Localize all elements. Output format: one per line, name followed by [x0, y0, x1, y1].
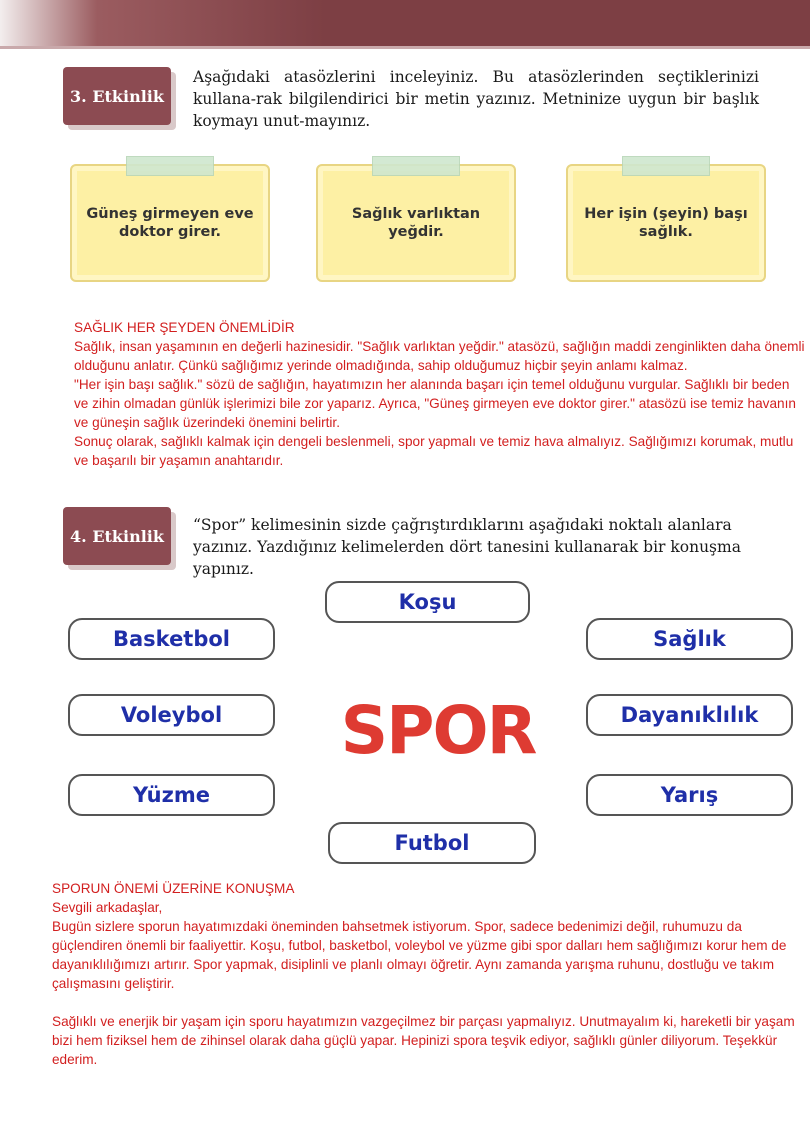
word-box-kosu: Koşu — [325, 581, 530, 623]
essay-text — [74, 318, 806, 470]
proverb-text-1: Güneş girmeyen eve doktor girer. — [86, 206, 254, 240]
essay-paragraph-1: Sağlık, insan yaşamının en değerli hazinesidir. "Sağlık varlıktan yeğdir." atasözü, sağlığın maddi zenginlikten daha önemli olduğunu anlatır. Çünkü sağlığımız yerinde olmadığında, sahip olduğumuz hiçbir şeyin anlamı kalmaz. — [74, 339, 805, 373]
proverb-note-1 — [70, 164, 270, 282]
header-divider — [0, 46, 810, 49]
word-box-yaris: Yarış — [586, 774, 793, 816]
essay-title: SAĞLIK HER ŞEYDEN ÖNEMLİDİR — [74, 320, 295, 335]
proverb-note-2 — [316, 164, 516, 282]
proverb-note-3 — [566, 164, 766, 282]
proverb-text-3: Her işin (şeyin) başı sağlık. — [584, 206, 748, 240]
speech-title: SPORUN ÖNEMİ ÜZERİNE KONUŞMA — [52, 881, 295, 896]
word-box-saglik: Sağlık — [586, 618, 793, 660]
word-box-basketbol: Basketbol — [68, 618, 275, 660]
activity-4-instruction: “Spor” kelimesinin sizde çağrıştırdıklarını aşağıdaki noktalı alanlara yazınız. Yazdığınız kelimelerden dört tanesini kullanarak bir konuşma yapınız. — [193, 516, 741, 578]
activity-3-badge: 3. Etkinlik — [63, 67, 171, 125]
activity-4-badge: 4. Etkinlik — [63, 507, 171, 565]
speech-paragraph-1: Bugün sizlere sporun hayatımızdaki öneminden bahsetmek istiyorum. Spor, sadece bedenimizi değil, ruhumuzu da güçlendiren önemli bir faaliyettir. Koşu, futbol, basketbol, voleybol ve yüzme gibi spor dalları hem sağlığımızı korur hem de dayanıklılığımızı artırır. Spor yapmak, disiplinli ve planlı olmayı öğretir. Aynı zamanda yarışma ruhunu, dostluğu ve takım çalışmasını geliştirir. — [52, 919, 787, 991]
word-box-voleybol: Voleybol — [68, 694, 275, 736]
proverb-text-2: Sağlık varlıktan yeğdir. — [351, 206, 481, 240]
header-bar — [0, 0, 810, 46]
essay-paragraph-3: Sonuç olarak, sağlıklı kalmak için dengeli beslenmeli, spor yapmalı ve temiz hava almalıyız. Sağlığımızı korumak, mutlu ve başarılı bir yaşamın anahtarıdır. — [74, 434, 794, 468]
word-box-dayaniklilik: Dayanıklılık — [586, 694, 793, 736]
center-word-spor: SPOR — [340, 691, 536, 769]
word-box-futbol: Futbol — [328, 822, 536, 864]
essay-paragraph-2: "Her işin başı sağlık." sözü de sağlığın, hayatımızın her alanında başarı için temel olduğunu vurgular. Sağlıklı bir beden ve zihin olmadan günlük işlerimizi bile zor yaparız. Ayrıca, "Güneş girmeyen eve doktor girer." atasözü ise temiz havanın ve güneşin sağlık üzerindeki önemini belirtir. — [74, 377, 796, 430]
word-box-yuzme: Yüzme — [68, 774, 275, 816]
speech-greeting: Sevgili arkadaşlar, — [52, 900, 163, 915]
speech-text — [52, 879, 796, 1069]
speech-paragraph-2: Sağlıklı ve enerjik bir yaşam için sporu hayatımızın vazgeçilmez bir parçası yapmalıyız. Unutmayalım ki, hareketli bir yaşam bizi hem fiziksel hem de zihinsel olarak daha güçlü yapar. Hepinizi spora teşvik ediyor, sağlıklı günler diliyorum. Teşekkür ederim. — [52, 1014, 795, 1067]
activity-3-instruction: Aşağıdaki atasözlerini inceleyiniz. Bu atasözlerinden seçtiklerinizi kullana-rak bilgilendirici bir metin yazınız. Metninize uygun bir başlık koymayı unut-mayınız. — [193, 68, 759, 130]
